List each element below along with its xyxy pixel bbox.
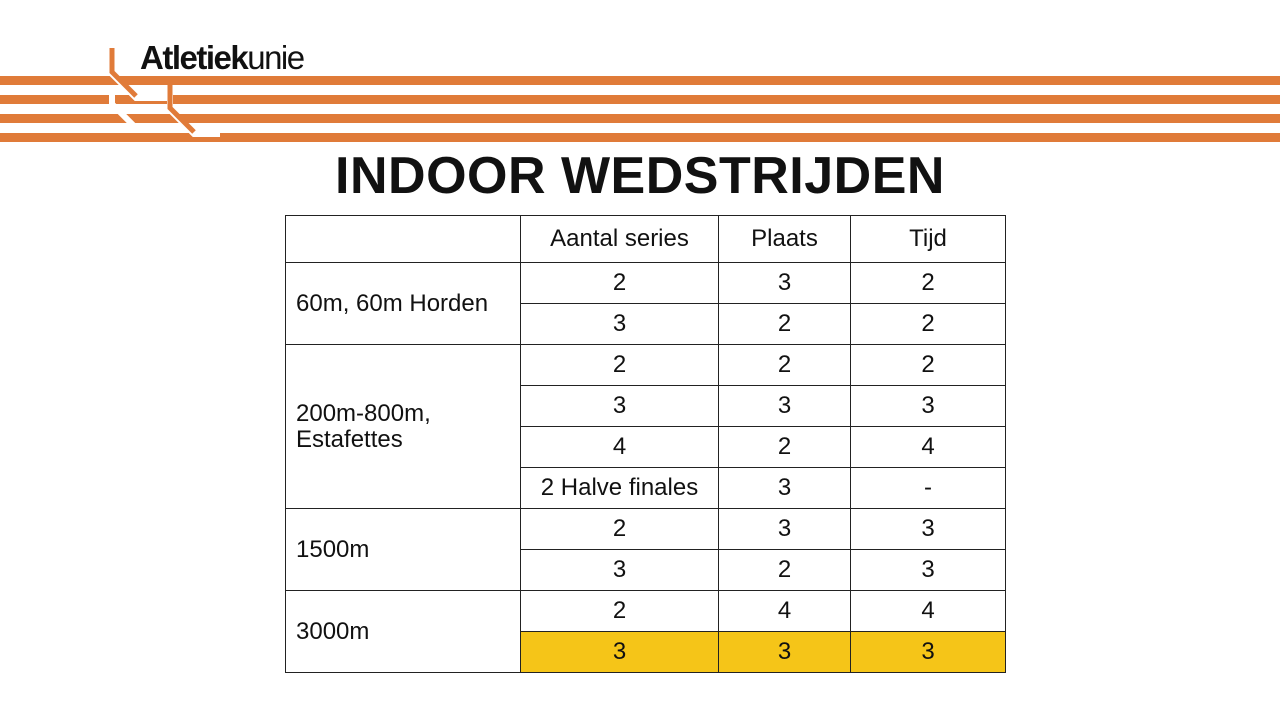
table-row xyxy=(286,509,1006,550)
series-cell: 2 xyxy=(521,591,719,632)
tijd-cell: 2 xyxy=(851,345,1006,386)
tijd-cell: 3 xyxy=(851,550,1006,591)
series-cell: 3 xyxy=(521,550,719,591)
plaats-cell: 3 xyxy=(719,386,851,427)
event-cell: 200m-800m, Estafettes xyxy=(286,345,521,509)
plaats-cell: 2 xyxy=(719,427,851,468)
series-cell: 2 Halve finales xyxy=(521,468,719,509)
series-cell: 3 xyxy=(521,304,719,345)
header-cell-empty xyxy=(286,216,521,263)
brand-logo xyxy=(140,38,304,78)
plaats-cell: 3 xyxy=(719,468,851,509)
plaats-cell: 3 xyxy=(719,263,851,304)
tijd-cell: 4 xyxy=(851,427,1006,468)
tijd-cell: - xyxy=(851,468,1006,509)
plaats-cell: 2 xyxy=(719,304,851,345)
logo-light-text: unie xyxy=(247,39,304,76)
series-cell: 2 xyxy=(521,263,719,304)
series-cell: 3 xyxy=(521,386,719,427)
plaats-cell: 3 xyxy=(719,632,851,673)
plaats-cell: 2 xyxy=(719,345,851,386)
tijd-cell: 3 xyxy=(851,632,1006,673)
table-header-row xyxy=(286,216,1006,263)
table-row xyxy=(286,591,1006,632)
plaats-cell: 4 xyxy=(719,591,851,632)
table-row xyxy=(286,345,1006,386)
tijd-cell: 2 xyxy=(851,304,1006,345)
series-cell: 2 xyxy=(521,509,719,550)
tijd-cell: 3 xyxy=(851,509,1006,550)
tijd-cell: 3 xyxy=(851,386,1006,427)
event-cell: 3000m xyxy=(286,591,521,673)
plaats-cell: 3 xyxy=(719,509,851,550)
table-row xyxy=(286,263,1006,304)
tijd-cell: 4 xyxy=(851,591,1006,632)
schedule-table xyxy=(285,215,1006,673)
page-title: INDOOR WEDSTRIJDEN xyxy=(335,147,945,205)
event-cell: 1500m xyxy=(286,509,521,591)
tijd-cell: 2 xyxy=(851,263,1006,304)
series-cell: 3 xyxy=(521,632,719,673)
header-cell-plaats: Plaats xyxy=(719,216,851,263)
series-cell: 4 xyxy=(521,427,719,468)
schedule-table-body xyxy=(286,216,1006,673)
header-cell-tijd: Tijd xyxy=(851,216,1006,263)
header-cell-series: Aantal series xyxy=(521,216,719,263)
series-cell: 2 xyxy=(521,345,719,386)
logo-bold-text: Atletiek xyxy=(140,39,248,76)
plaats-cell: 2 xyxy=(719,550,851,591)
event-cell: 60m, 60m Horden xyxy=(286,263,521,345)
